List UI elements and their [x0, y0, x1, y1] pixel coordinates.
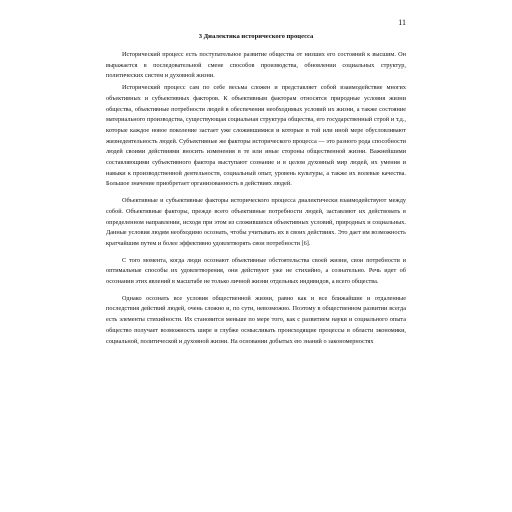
paragraph-3: Объективные и субъективные факторы исторического процесса диалектически взаимодействуют между собой. Объективные факторы, прежде всего объективные потребности людей, заставляют их действовать в определенном направлении, исходя при этом из сложившихся объективных условий, природных и социальных. Данные условия людям необходимо осознать, чтобы учитывать их в своих действиях. Это дает им возможность кратчайшим путем и более эффективно удовлетворять свои потребности [6]. — [106, 197, 406, 247]
paragraph-5: Однако осознать все условия общественной жизни, равно как и все ближайшие и отдаленные последствия действий людей, очень сложно и, по сути, невозможно. Поэтому в общественном развитии всегда есть элементы стихийности. Их становится меньше по мере того, как с развитием науки и социального опыта общество получает возможность шире и глубже осмысливать происходящие процессы в области экономики, социальной, политической и духовной жизни. На основании добытых ею знаний о закономерностях — [106, 294, 406, 345]
document-content — [106, 33, 406, 352]
paragraph-2: Исторический процесс сам по себе весьма сложен и представляет собой взаимодействие многих объективных и субъективных факторов. К объективным факторам относятся природные условия жизни общества, объективные потребности людей в обеспечении необходимых условий их жизни, а также состояние материального производства, существующая социальная структура общества, его государственный строй и т.д., которые каждое новое поколение застает уже сложившимися и которые в той или иной мере обусловливают жизнедеятельность людей. Субъективные же факторы исторического процесса — это разного рода способности людей своими действиями вносить изменения в те или иные стороны общественной жизни. Важнейшими составляющими субъективного фактора выступают сознание и в целом духовный мир людей, их умения и навыки к производственной деятельности, социальный опыт, уровень культуры, а также их волевые качества. Большое значение приобретает организованность в действиях людей. — [106, 84, 406, 188]
page-number: 11 — [398, 18, 406, 27]
paragraph-4: С того момента, когда люди осознают объективные обстоятельства своей жизни, свои потребности и оптимальные способы их удовлетворения, они действуют уже не стихийно, а сознательно. Речь идет об осознании этих явлений в масштабе не только личной жизни отдельных индивидов, а всего общества. — [106, 256, 406, 286]
paragraph-1: Исторический процесс есть поступательное развитие общества от низших его состояний к высшим. Он выражается в последовательной смене способов производства, обновлении социальных структур, политических систем и духовной жизни. — [106, 51, 406, 80]
section-heading: 3 Диалектика исторического процесса — [198, 33, 314, 40]
